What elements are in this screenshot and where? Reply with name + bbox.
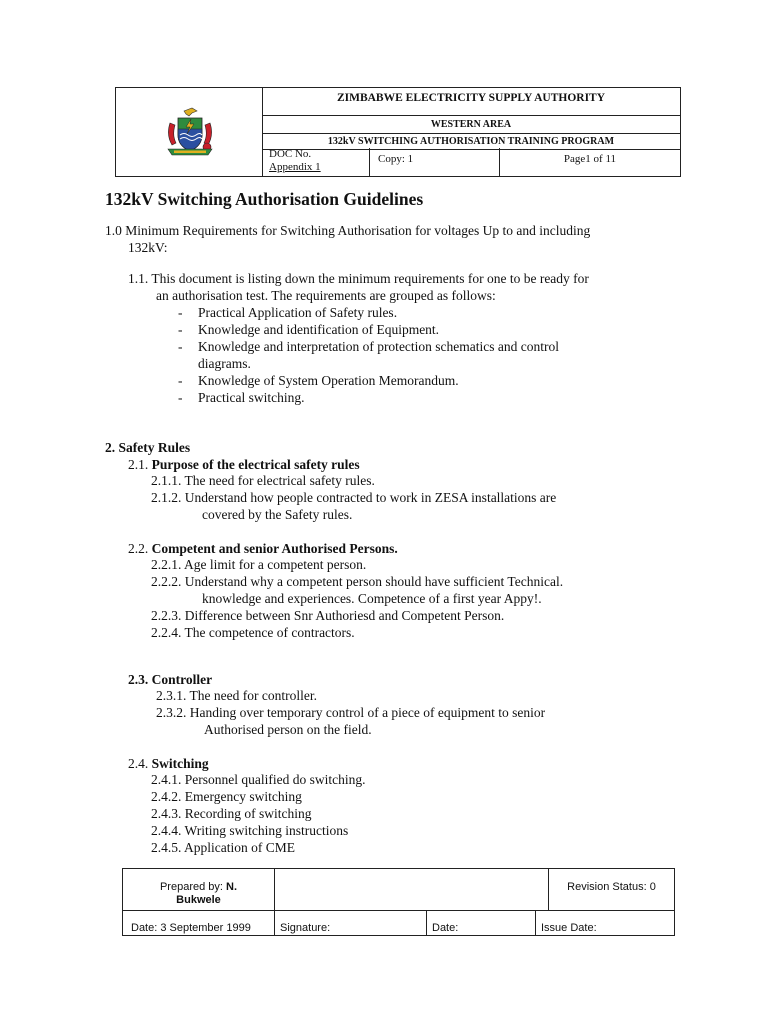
list-item: knowledge and experiences. Competence of a first year Appy!.	[202, 591, 542, 606]
list-item: 2.3.2. Handing over temporary control of a piece of equipment to senior	[156, 705, 546, 720]
subsection-2-4	[128, 756, 209, 772]
table-divider	[123, 910, 674, 911]
list-item: 2.2.4. The competence of contractors.	[151, 625, 355, 640]
subsection-number: 2.4.	[128, 756, 149, 771]
list-item: 2.3.1. The need for controller.	[156, 688, 317, 703]
subsection-number: 2.1.	[128, 457, 149, 472]
doc-info-row	[262, 148, 680, 176]
section1-heading-line1: 1.0 Minimum Requirements for Switching Authorisation for voltages Up to and including	[105, 223, 591, 238]
subsection-2-3-title: 2.3. Controller	[128, 672, 213, 687]
table-divider	[426, 910, 427, 936]
page-cell: Page1 of 11	[563, 153, 617, 165]
list-item: Authorised person on the field.	[204, 722, 372, 737]
section1-para-line1: 1.1. This document is listing down the minimum requirements for one to be ready for	[128, 271, 589, 286]
table-divider	[274, 869, 275, 910]
revision-status: Revision Status: 0	[567, 881, 656, 893]
list-item: 2.4.2. Emergency switching	[151, 789, 302, 804]
signature-label: Signature:	[280, 922, 331, 934]
bullet-dash: -	[178, 305, 183, 320]
logo-cell	[116, 88, 263, 176]
list-item: 2.2.1. Age limit for a competent person.	[151, 557, 367, 572]
section1-para-line2: an authorisation test. The requirements are grouped as follows:	[156, 288, 496, 303]
list-item: 2.1.1. The need for electrical safety rules.	[151, 473, 375, 488]
list-item: diagrams.	[198, 356, 251, 371]
document-title: 132kV Switching Authorisation Guidelines	[105, 189, 424, 209]
list-item: Practical switching.	[198, 390, 305, 405]
prepared-by-initial: N.	[226, 881, 238, 893]
table-divider	[274, 910, 275, 936]
list-item: Practical Application of Safety rules.	[198, 305, 398, 320]
prepared-by-label: Prepared by:	[159, 881, 223, 893]
zesa-logo-icon	[162, 105, 218, 161]
program-name: 132kV SWITCHING AUTHORISATION TRAINING PROGRAM	[262, 133, 680, 150]
area-name: WESTERN AREA	[430, 119, 512, 130]
subsection-title: Purpose of the electrical safety rules	[151, 457, 360, 472]
list-item: 2.4.3. Recording of switching	[151, 806, 312, 821]
list-item: 2.1.2. Understand how people contracted to work in ZESA installations are	[151, 490, 557, 505]
bullet-dash: -	[178, 339, 183, 354]
bullet-dash: -	[178, 390, 183, 405]
list-item: 2.4.1. Personnel qualified do switching.	[151, 772, 366, 787]
list-item: 2.2.2. Understand why a competent person should have sufficient Technical.	[151, 574, 564, 589]
bullet-dash: -	[178, 322, 183, 337]
section2-heading: 2. Safety Rules	[105, 440, 191, 455]
org-name: ZIMBABWE ELECTRICITY SUPPLY AUTHORITY	[262, 88, 680, 116]
date-label: Date:	[432, 922, 459, 934]
section1-heading-line2: 132kV:	[128, 240, 168, 255]
list-item: 2.2.3. Difference between Snr Authoriesd and Competent Person.	[151, 608, 505, 623]
prepared-date: Date: 3 September 1999	[131, 922, 251, 934]
subsection-number: 2.2.	[128, 541, 149, 556]
list-item: 2.4.4. Writing switching instructions	[151, 823, 349, 838]
copy-cell: Copy: 1	[370, 148, 500, 176]
list-item: covered by the Safety rules.	[202, 507, 353, 522]
list-item: Knowledge of System Operation Memorandum.	[198, 373, 459, 388]
bullet-dash: -	[178, 373, 183, 388]
table-divider	[535, 910, 536, 936]
document-header-table	[115, 87, 681, 177]
doc-number-cell	[262, 148, 370, 176]
appendix-label: Appendix 1	[269, 161, 321, 173]
list-item: Knowledge and identification of Equipment.	[198, 322, 440, 337]
prepared-by-name: Bukwele	[176, 894, 221, 906]
subsection-2-2	[128, 541, 398, 557]
issue-date-label: Issue Date:	[541, 922, 597, 934]
subsection-2-1	[128, 457, 360, 473]
subsection-title: Competent and senior Authorised Persons.	[151, 541, 398, 556]
document-footer-table	[122, 868, 675, 936]
doc-no-label: DOC No.	[269, 148, 312, 160]
subsection-title: Switching	[151, 756, 209, 771]
list-item: Knowledge and interpretation of protection schematics and control	[198, 339, 560, 354]
prepared-by-cell	[123, 881, 274, 907]
list-item: 2.4.5. Application of CME	[151, 840, 295, 855]
